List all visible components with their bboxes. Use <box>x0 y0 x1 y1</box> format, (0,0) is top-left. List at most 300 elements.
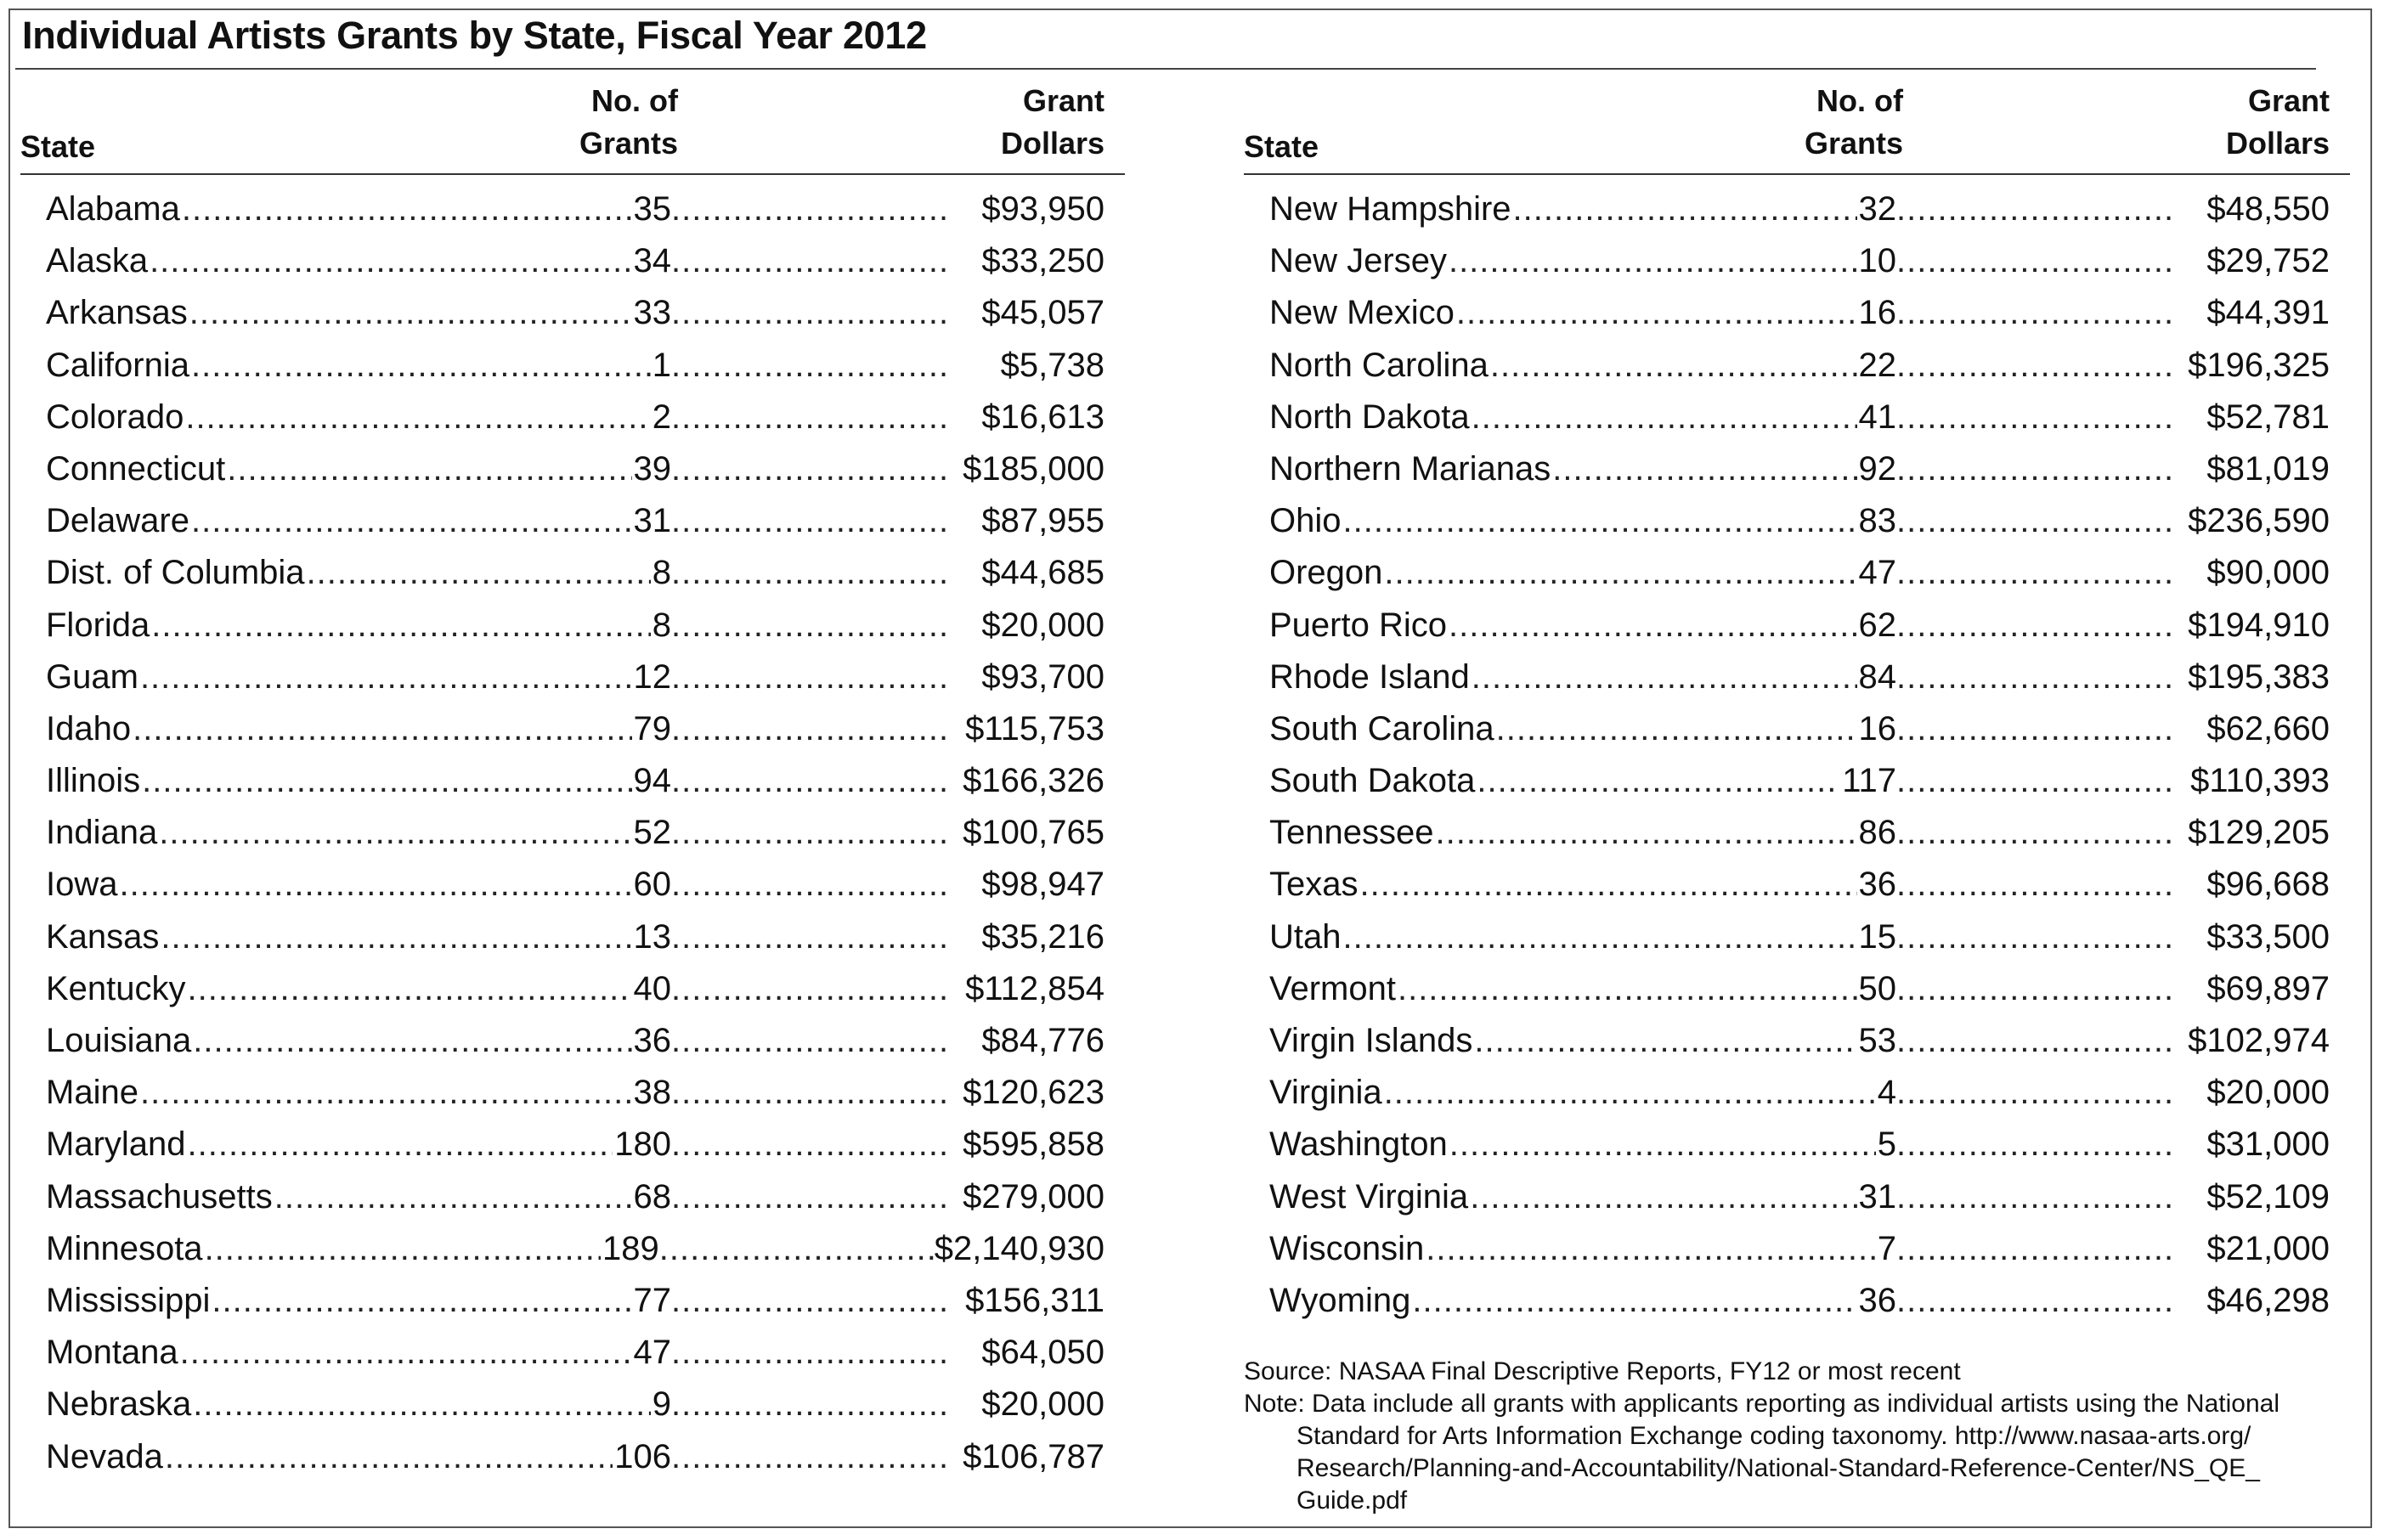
table-row <box>1244 918 2350 970</box>
dot-leader <box>189 294 632 332</box>
dot-leader <box>188 1125 613 1164</box>
dot-leader <box>182 190 632 228</box>
table-row <box>20 398 1125 450</box>
table-row <box>20 1230 1125 1282</box>
table-row <box>20 190 1125 242</box>
state-name: New Mexico <box>1269 294 1455 332</box>
grant-count: 38 <box>633 1074 671 1112</box>
grant-count: 2 <box>652 398 671 436</box>
state-name: Rhode Island <box>1269 657 1470 696</box>
dot-leader <box>671 554 946 592</box>
grant-count: 22 <box>1858 346 1896 384</box>
table-row <box>1244 1125 2350 1177</box>
table-row <box>1244 658 2350 710</box>
grant-dollars: $112,854 <box>965 969 1104 1007</box>
state-name: North Carolina <box>1269 346 1489 384</box>
grant-count: 117 <box>1842 762 1896 800</box>
state-name: Louisiana <box>46 1022 192 1059</box>
dot-leader <box>671 918 946 956</box>
state-name: Utah <box>1269 917 1342 956</box>
dot-leader <box>180 1334 632 1372</box>
grant-count: 31 <box>633 502 671 540</box>
grant-count: 52 <box>633 814 671 852</box>
grant-dollars: $93,700 <box>981 657 1104 696</box>
dot-leader <box>671 190 946 228</box>
grant-dollars: $62,660 <box>2206 709 2330 747</box>
grant-count: 62 <box>1858 606 1896 644</box>
grant-count: 77 <box>633 1281 671 1319</box>
grant-count: 1 <box>652 346 671 384</box>
table-row <box>1244 1282 2350 1334</box>
grant-dollars: $106,787 <box>963 1437 1104 1475</box>
dot-leader <box>1896 970 2172 1008</box>
dot-leader <box>1896 347 2172 385</box>
table-row <box>20 762 1125 814</box>
grant-dollars: $52,781 <box>2206 398 2330 436</box>
grant-count: 180 <box>614 1125 671 1164</box>
grant-count: 32 <box>1858 190 1896 228</box>
state-name: Washington <box>1269 1125 1448 1164</box>
grant-dollars: $52,109 <box>2206 1177 2330 1216</box>
dot-leader <box>671 1438 946 1476</box>
grant-dollars: $69,897 <box>2206 969 2330 1007</box>
grant-dollars: $35,216 <box>981 917 1104 956</box>
grant-dollars: $195,383 <box>2188 657 2330 696</box>
dot-leader <box>671 866 946 904</box>
state-name: North Dakota <box>1269 398 1470 436</box>
grant-dollars: $96,668 <box>2206 866 2330 904</box>
table-row <box>20 554 1125 606</box>
grant-dollars: $120,623 <box>963 1074 1104 1112</box>
grant-count: 53 <box>1858 1022 1896 1059</box>
grant-dollars: $236,590 <box>2188 502 2330 540</box>
grant-count: 83 <box>1858 502 1896 540</box>
header-dollars: Grant Dollars <box>2225 83 2330 161</box>
dot-leader <box>1470 1178 1856 1216</box>
dot-leader <box>671 658 946 697</box>
dot-leader <box>671 1022 946 1060</box>
state-name: South Dakota <box>1269 762 1476 800</box>
state-name: Virgin Islands <box>1269 1022 1473 1059</box>
grant-dollars: $20,000 <box>981 606 1104 644</box>
grant-dollars: $2,140,930 <box>934 1229 1104 1267</box>
grant-count: 7 <box>1877 1229 1896 1267</box>
grant-count: 50 <box>1858 969 1896 1007</box>
title-divider <box>15 68 2316 70</box>
grant-count: 41 <box>1858 398 1896 436</box>
table-row <box>20 242 1125 294</box>
grant-count: 47 <box>1858 554 1896 592</box>
dot-leader <box>1472 398 1857 437</box>
grant-dollars: $196,325 <box>2188 346 2330 384</box>
dot-leader <box>185 398 650 437</box>
state-name: Maryland <box>46 1125 186 1164</box>
grant-dollars: $279,000 <box>963 1177 1104 1216</box>
dot-leader <box>671 606 946 645</box>
grant-count: 8 <box>652 554 671 592</box>
state-name: Arkansas <box>46 294 188 332</box>
header-state: State <box>20 129 96 164</box>
dot-leader <box>1490 347 1857 385</box>
grant-dollars: $166,326 <box>963 762 1104 800</box>
dot-leader <box>671 242 946 280</box>
table-header-right <box>1244 83 2350 170</box>
grant-count: 106 <box>614 1437 671 1475</box>
note-line-2: Standard for Arts Information Exchange coding taxonomy. http://www.nasaa-arts.org/ <box>1297 1422 2251 1450</box>
state-name: South Carolina <box>1269 709 1494 747</box>
dot-leader <box>659 1230 935 1268</box>
dot-leader <box>1449 242 1857 280</box>
dot-leader <box>188 970 632 1008</box>
grant-dollars: $185,000 <box>963 449 1104 488</box>
dot-leader <box>1343 918 1857 956</box>
table-row <box>1244 762 2350 814</box>
state-name: Connecticut <box>46 449 226 488</box>
dot-leader <box>1896 1125 2172 1164</box>
dot-leader <box>191 502 632 540</box>
grant-dollars: $44,685 <box>981 554 1104 592</box>
state-name: Alabama <box>46 190 180 228</box>
grant-dollars: $115,753 <box>965 709 1104 747</box>
grant-count: 16 <box>1858 709 1896 747</box>
header-grants: No. of Grants <box>1804 83 1903 161</box>
dot-leader <box>1360 866 1857 904</box>
dot-leader <box>151 606 650 645</box>
dot-leader <box>274 1178 632 1216</box>
state-name: Wyoming <box>1269 1281 1411 1319</box>
dot-leader <box>1552 450 1856 488</box>
grant-dollars: $110,393 <box>2190 762 2330 800</box>
grant-count: 39 <box>633 449 671 488</box>
grant-dollars: $45,057 <box>981 294 1104 332</box>
table-row <box>20 814 1125 866</box>
dot-leader <box>161 918 631 956</box>
grant-dollars: $20,000 <box>2206 1074 2330 1112</box>
state-name: Alaska <box>46 242 149 280</box>
note-line-1: Note: Data include all grants with applicants reporting as individual artists using the National <box>1244 1390 2279 1418</box>
state-name: Indiana <box>46 814 158 852</box>
state-name: Nebraska <box>46 1385 192 1424</box>
state-name: Florida <box>46 606 150 644</box>
dot-leader <box>193 1022 631 1060</box>
table-row <box>1244 347 2350 398</box>
grant-count: 16 <box>1858 294 1896 332</box>
dot-leader <box>165 1438 613 1476</box>
state-name: Mississippi <box>46 1281 211 1319</box>
table-row <box>1244 1074 2350 1125</box>
dot-leader <box>1477 762 1840 800</box>
grant-count: 84 <box>1858 657 1896 696</box>
grant-count: 189 <box>602 1229 659 1267</box>
header-grants: No. of Grants <box>579 83 678 161</box>
grant-count: 36 <box>633 1022 671 1059</box>
state-name: Idaho <box>46 709 132 747</box>
state-name: Illinois <box>46 762 141 800</box>
state-name: Texas <box>1269 866 1359 904</box>
dot-leader <box>671 814 946 852</box>
dot-leader <box>1896 710 2172 748</box>
table-row <box>20 1074 1125 1125</box>
state-name: Massachusetts <box>46 1177 273 1216</box>
state-name: Puerto Rico <box>1269 606 1447 644</box>
dot-leader <box>1896 398 2172 437</box>
grant-count: 15 <box>1858 917 1896 956</box>
grant-count: 9 <box>652 1385 671 1424</box>
grant-count: 94 <box>633 762 671 800</box>
header-divider <box>1244 173 2350 175</box>
grant-dollars: $29,752 <box>2206 242 2330 280</box>
grant-dollars: $64,050 <box>981 1334 1104 1372</box>
table-row <box>1244 814 2350 866</box>
dot-leader <box>1896 918 2172 956</box>
grant-dollars: $102,974 <box>2188 1022 2330 1059</box>
dot-leader <box>671 1074 946 1112</box>
table-row <box>1244 398 2350 450</box>
grant-dollars: $5,738 <box>1000 346 1104 384</box>
table-row <box>1244 1178 2350 1230</box>
dot-leader <box>1513 190 1857 228</box>
grant-count: 34 <box>633 242 671 280</box>
grant-count: 86 <box>1858 814 1896 852</box>
state-name: New Hampshire <box>1269 190 1511 228</box>
state-name: Tennessee <box>1269 814 1434 852</box>
dot-leader <box>1896 1282 2172 1320</box>
dot-leader <box>212 1282 631 1320</box>
dot-leader <box>671 1282 946 1320</box>
state-name: Oregon <box>1269 554 1383 592</box>
dot-leader <box>140 658 632 697</box>
table-row <box>1244 502 2350 554</box>
table-row <box>1244 710 2350 762</box>
grant-count: 79 <box>633 709 671 747</box>
dot-leader <box>1896 606 2172 645</box>
dot-leader <box>671 762 946 800</box>
dot-leader <box>1496 710 1857 748</box>
table-row <box>1244 866 2350 917</box>
table-row <box>1244 190 2350 242</box>
dot-leader <box>1896 190 2172 228</box>
grant-dollars: $98,947 <box>981 866 1104 904</box>
rows-left <box>20 190 1125 1490</box>
state-name: Maine <box>46 1074 138 1112</box>
grant-count: 40 <box>633 969 671 1007</box>
grant-count: 13 <box>633 917 671 956</box>
dot-leader <box>1435 814 1856 852</box>
dot-leader <box>671 450 946 488</box>
dot-leader <box>1456 294 1857 332</box>
table-row <box>20 1282 1125 1334</box>
grant-dollars: $33,500 <box>2206 917 2330 956</box>
dot-leader <box>671 1385 946 1424</box>
dot-leader <box>1896 502 2172 540</box>
table-row <box>1244 1022 2350 1074</box>
grant-count: 8 <box>652 606 671 644</box>
table-row <box>20 1022 1125 1074</box>
table-row <box>1244 606 2350 658</box>
state-name: Montana <box>46 1334 178 1372</box>
dot-leader <box>120 866 632 904</box>
dot-leader <box>307 554 651 592</box>
grant-dollars: $100,765 <box>963 814 1104 852</box>
dot-leader <box>1398 970 1857 1008</box>
state-name: Wisconsin <box>1269 1229 1425 1267</box>
dot-leader <box>140 1074 632 1112</box>
table-row <box>1244 554 2350 606</box>
dot-leader <box>1896 450 2172 488</box>
grant-dollars: $20,000 <box>981 1385 1104 1424</box>
grant-count: 10 <box>1858 242 1896 280</box>
grant-count: 35 <box>633 190 671 228</box>
state-name: California <box>46 346 189 384</box>
table-row <box>1244 242 2350 294</box>
dot-leader <box>671 1334 946 1372</box>
state-name: Northern Marianas <box>1269 449 1551 488</box>
table-row <box>20 918 1125 970</box>
dot-leader <box>1896 1178 2172 1216</box>
table-row <box>20 658 1125 710</box>
note-line-3: Research/Planning-and-Accountability/National-Standard-Reference-Center/NS_QE_ <box>1297 1454 2260 1482</box>
dot-leader <box>671 294 946 332</box>
grant-count: 36 <box>1858 1281 1896 1319</box>
dot-leader <box>1896 762 2172 800</box>
state-name: West Virginia <box>1269 1177 1469 1216</box>
dot-leader <box>1896 294 2172 332</box>
table-header-left <box>20 83 1125 170</box>
dot-leader <box>1449 1125 1876 1164</box>
dot-leader <box>133 710 631 748</box>
table-row <box>20 970 1125 1022</box>
dot-leader <box>671 1125 946 1164</box>
dot-leader <box>1384 1074 1876 1112</box>
state-name: Colorado <box>46 398 184 436</box>
dot-leader <box>1896 1022 2172 1060</box>
dot-leader <box>191 347 651 385</box>
page-title: Individual Artists Grants by State, Fiscal Year 2012 <box>22 14 927 57</box>
dot-leader <box>1896 1230 2172 1268</box>
grant-dollars: $87,955 <box>981 502 1104 540</box>
state-name: Delaware <box>46 502 189 540</box>
dot-leader <box>227 450 631 488</box>
dot-leader <box>671 970 946 1008</box>
dot-leader <box>671 347 946 385</box>
dot-leader <box>193 1385 651 1424</box>
table-row <box>20 450 1125 502</box>
dot-leader <box>205 1230 601 1268</box>
table-row <box>20 1385 1125 1437</box>
dot-leader <box>159 814 631 852</box>
dot-leader <box>1896 1074 2172 1112</box>
table-row <box>20 710 1125 762</box>
dot-leader <box>1412 1282 1856 1320</box>
table-row <box>20 347 1125 398</box>
grant-count: 60 <box>633 866 671 904</box>
note-line-4: Guide.pdf <box>1297 1486 1408 1515</box>
table-row <box>1244 294 2350 346</box>
dot-leader <box>142 762 631 800</box>
table-row <box>20 1178 1125 1230</box>
table-row <box>1244 1230 2350 1282</box>
grant-dollars: $93,950 <box>981 190 1104 228</box>
grant-dollars: $81,019 <box>2206 449 2330 488</box>
table-row <box>20 1438 1125 1490</box>
grant-dollars: $21,000 <box>2206 1229 2330 1267</box>
state-name: Dist. of Columbia <box>46 554 305 592</box>
grant-count: 68 <box>633 1177 671 1216</box>
grant-dollars: $194,910 <box>2188 606 2330 644</box>
dot-leader <box>1384 554 1856 592</box>
table-row <box>20 1125 1125 1177</box>
table-row <box>20 502 1125 554</box>
table-row <box>20 294 1125 346</box>
grant-count: 47 <box>633 1334 671 1372</box>
grant-dollars: $129,205 <box>2188 814 2330 852</box>
grant-count: 12 <box>633 657 671 696</box>
dot-leader <box>671 1178 946 1216</box>
state-name: Iowa <box>46 866 118 904</box>
dot-leader <box>1896 814 2172 852</box>
header-state: State <box>1244 129 1319 164</box>
grant-dollars: $44,391 <box>2206 294 2330 332</box>
dot-leader <box>150 242 631 280</box>
state-name: Minnesota <box>46 1229 203 1267</box>
dot-leader <box>671 710 946 748</box>
dot-leader <box>1449 606 1857 645</box>
table-row <box>20 866 1125 917</box>
state-name: Kentucky <box>46 969 186 1007</box>
dot-leader <box>1426 1230 1875 1268</box>
grant-count: 92 <box>1858 449 1896 488</box>
state-name: Kansas <box>46 917 160 956</box>
table-left <box>20 83 1125 1490</box>
table-row <box>1244 450 2350 502</box>
grant-dollars: $156,311 <box>965 1281 1104 1319</box>
dot-leader <box>1896 242 2172 280</box>
grant-dollars: $84,776 <box>981 1022 1104 1059</box>
state-name: Guam <box>46 657 138 696</box>
dot-leader <box>1474 1022 1856 1060</box>
grant-count: 4 <box>1877 1074 1896 1112</box>
table-row <box>20 1334 1125 1385</box>
state-name: Vermont <box>1269 969 1396 1007</box>
source-note: Source: NASAA Final Descriptive Reports, FY12 or most recent <box>1244 1357 1961 1385</box>
dot-leader <box>1896 554 2172 592</box>
table-row <box>20 606 1125 658</box>
state-name: Ohio <box>1269 502 1342 540</box>
grant-dollars: $595,858 <box>963 1125 1104 1164</box>
grant-dollars: $90,000 <box>2206 554 2330 592</box>
table-row <box>1244 970 2350 1022</box>
grant-count: 31 <box>1858 1177 1896 1216</box>
footnotes <box>1244 1356 2365 1517</box>
grant-count: 5 <box>1877 1125 1896 1164</box>
header-divider <box>20 173 1125 175</box>
state-name: Virginia <box>1269 1074 1382 1112</box>
grant-dollars: $16,613 <box>981 398 1104 436</box>
grant-dollars: $33,250 <box>981 242 1104 280</box>
dot-leader <box>1896 866 2172 904</box>
grant-count: 33 <box>633 294 671 332</box>
dot-leader <box>671 398 946 437</box>
state-name: New Jersey <box>1269 242 1447 280</box>
dot-leader <box>671 502 946 540</box>
grant-dollars: $46,298 <box>2206 1281 2330 1319</box>
grant-dollars: $48,550 <box>2206 190 2330 228</box>
dot-leader <box>1343 502 1857 540</box>
state-name: Nevada <box>46 1437 163 1475</box>
dot-leader <box>1472 658 1857 697</box>
rows-right <box>1244 190 2350 1334</box>
grant-dollars: $31,000 <box>2206 1125 2330 1164</box>
